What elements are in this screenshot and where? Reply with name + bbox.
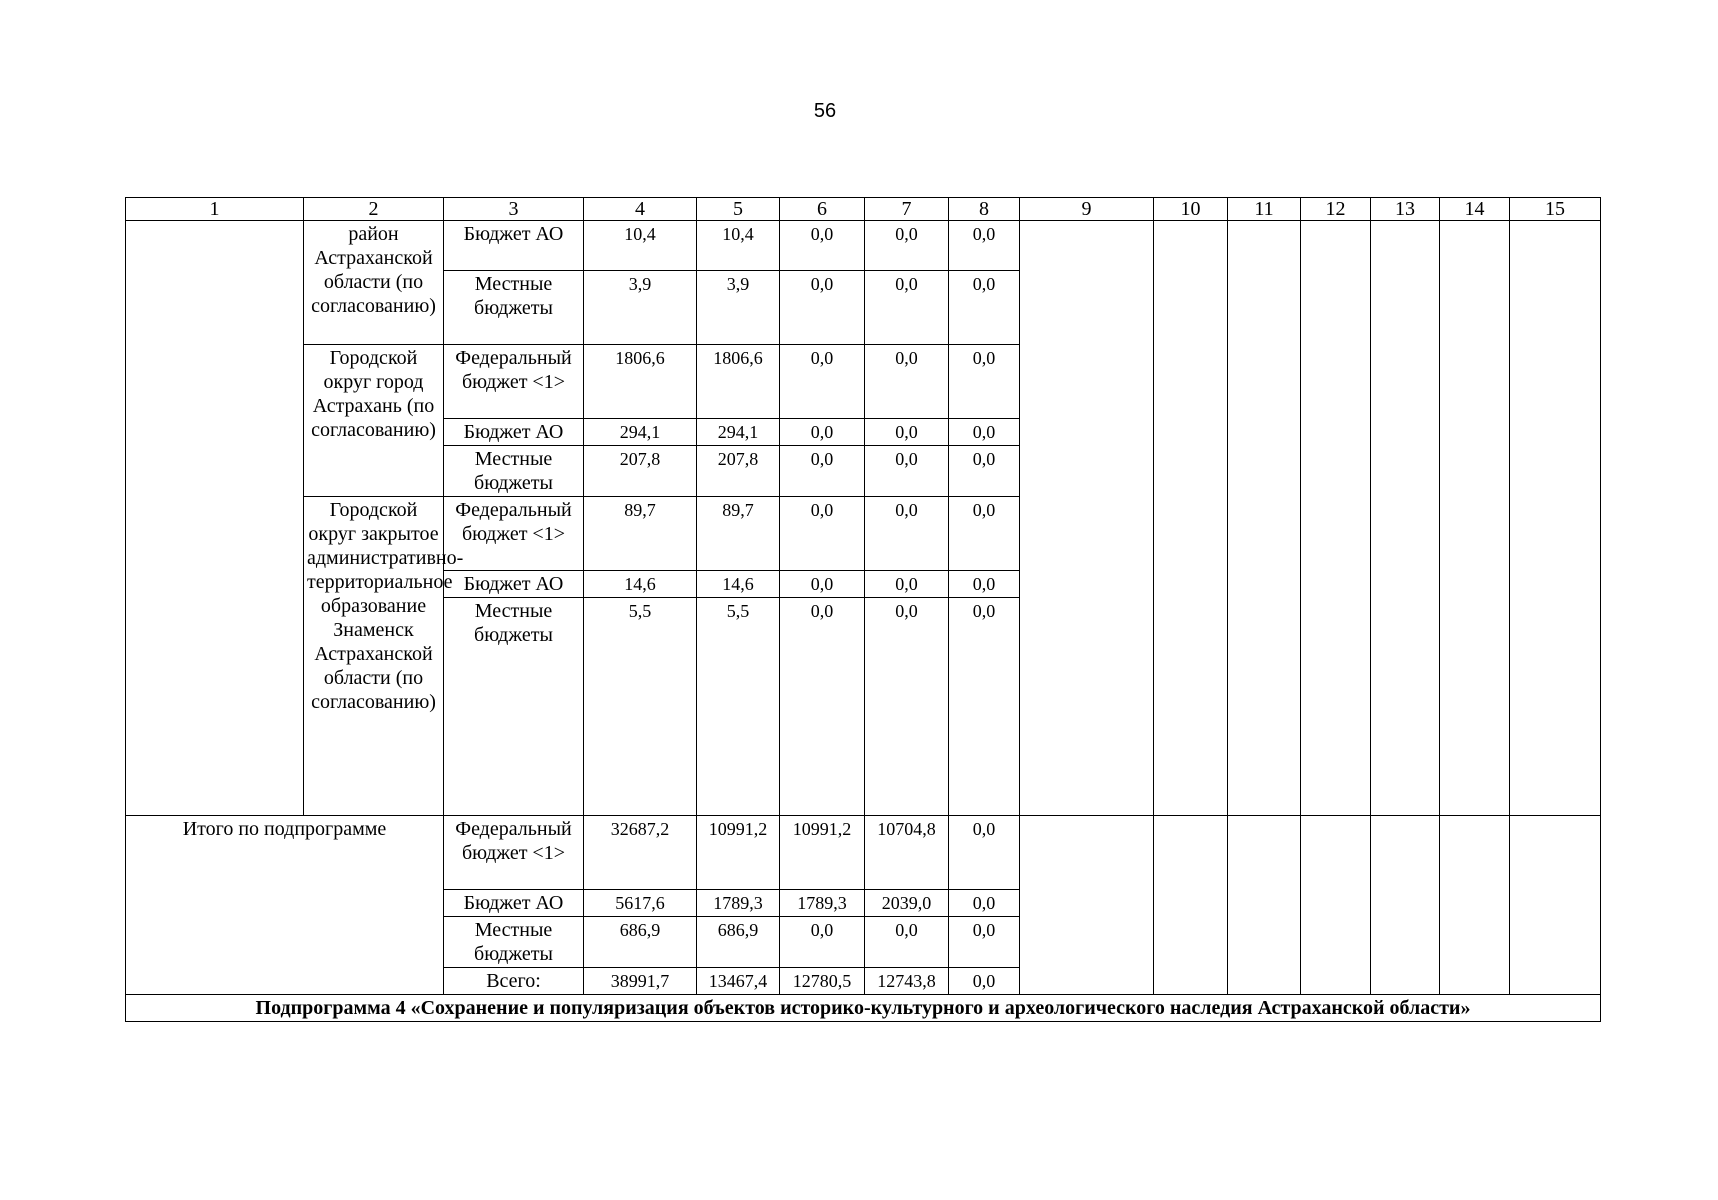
col14-empty-cell — [1440, 816, 1510, 995]
value-cell: 0,0 — [780, 271, 865, 345]
district-cell: район Астраханской области (по согласованию) — [304, 221, 444, 345]
value-cell: 0,0 — [949, 497, 1020, 571]
value-cell: 0,0 — [949, 968, 1020, 995]
col-header: 5 — [697, 198, 780, 221]
value-cell: 0,0 — [865, 221, 949, 271]
value-cell: 0,0 — [949, 598, 1020, 816]
value-cell: 13467,4 — [697, 968, 780, 995]
source-cell: Бюджет АО — [444, 890, 584, 917]
value-cell: 0,0 — [949, 571, 1020, 598]
value-cell: 14,6 — [584, 571, 697, 598]
col-header: 15 — [1510, 198, 1601, 221]
value-cell: 0,0 — [865, 571, 949, 598]
value-cell: 89,7 — [584, 497, 697, 571]
value-cell: 686,9 — [697, 917, 780, 968]
budget-table — [125, 197, 1601, 1022]
value-cell: 10991,2 — [697, 816, 780, 890]
subprogram-title: Подпрограмма 4 «Сохранение и популяризация объектов историко-культурного и археологического наследия Астраханской области» — [126, 995, 1601, 1022]
value-cell: 38991,7 — [584, 968, 697, 995]
col15-empty-cell — [1510, 816, 1601, 995]
value-cell: 0,0 — [865, 345, 949, 419]
source-cell: Местные бюджеты — [444, 917, 584, 968]
col1-empty-cell — [126, 221, 304, 816]
value-cell: 207,8 — [584, 446, 697, 497]
col14-empty-cell — [1440, 221, 1510, 816]
value-cell: 89,7 — [697, 497, 780, 571]
col10-empty-cell — [1154, 816, 1228, 995]
col13-empty-cell — [1371, 816, 1440, 995]
value-cell: 207,8 — [697, 446, 780, 497]
column-number-row — [126, 198, 1601, 221]
table-row — [126, 816, 1601, 890]
col-header: 10 — [1154, 198, 1228, 221]
value-cell: 0,0 — [780, 446, 865, 497]
col-header: 6 — [780, 198, 865, 221]
subprogram-row — [126, 995, 1601, 1022]
col-header: 8 — [949, 198, 1020, 221]
value-cell: 12780,5 — [780, 968, 865, 995]
value-cell: 3,9 — [697, 271, 780, 345]
col-header: 14 — [1440, 198, 1510, 221]
value-cell: 0,0 — [865, 497, 949, 571]
value-cell: 0,0 — [949, 890, 1020, 917]
value-cell: 0,0 — [949, 917, 1020, 968]
district-cell: Городской округ город Астрахань (по согласованию) — [304, 345, 444, 497]
value-cell: 0,0 — [780, 497, 865, 571]
col-header: 4 — [584, 198, 697, 221]
value-cell: 0,0 — [865, 917, 949, 968]
col9-empty-cell — [1020, 816, 1154, 995]
value-cell: 0,0 — [780, 917, 865, 968]
value-cell: 2039,0 — [865, 890, 949, 917]
col15-empty-cell — [1510, 221, 1601, 816]
source-cell: Федеральный бюджет <1> — [444, 345, 584, 419]
value-cell: 0,0 — [780, 221, 865, 271]
value-cell: 1789,3 — [780, 890, 865, 917]
col10-empty-cell — [1154, 221, 1228, 816]
page-number: 56 — [813, 100, 837, 122]
value-cell: 0,0 — [949, 446, 1020, 497]
value-cell: 686,9 — [584, 917, 697, 968]
col-header: 7 — [865, 198, 949, 221]
total-label-cell: Итого по подпрограмме — [126, 816, 444, 995]
value-cell: 0,0 — [780, 345, 865, 419]
col11-empty-cell — [1228, 816, 1301, 995]
col-header: 9 — [1020, 198, 1154, 221]
value-cell: 10704,8 — [865, 816, 949, 890]
value-cell: 5617,6 — [584, 890, 697, 917]
col13-empty-cell — [1371, 221, 1440, 816]
col11-empty-cell — [1228, 221, 1301, 816]
value-cell: 0,0 — [949, 271, 1020, 345]
col-header: 3 — [444, 198, 584, 221]
value-cell: 10991,2 — [780, 816, 865, 890]
value-cell: 1806,6 — [697, 345, 780, 419]
col9-empty-cell — [1020, 221, 1154, 816]
value-cell: 0,0 — [865, 271, 949, 345]
value-cell: 0,0 — [780, 598, 865, 816]
value-cell: 0,0 — [780, 571, 865, 598]
source-cell: Местные бюджеты — [444, 271, 584, 345]
source-cell: Федеральный бюджет <1> — [444, 497, 584, 571]
source-cell: Всего: — [444, 968, 584, 995]
value-cell: 1789,3 — [697, 890, 780, 917]
value-cell: 0,0 — [865, 446, 949, 497]
value-cell: 3,9 — [584, 271, 697, 345]
col12-empty-cell — [1301, 816, 1371, 995]
col-header: 1 — [126, 198, 304, 221]
source-cell: Федеральный бюджет <1> — [444, 816, 584, 890]
value-cell: 1806,6 — [584, 345, 697, 419]
value-cell: 0,0 — [949, 345, 1020, 419]
value-cell: 294,1 — [697, 419, 780, 446]
col-header: 13 — [1371, 198, 1440, 221]
value-cell: 5,5 — [584, 598, 697, 816]
value-cell: 0,0 — [949, 221, 1020, 271]
source-cell: Бюджет АО — [444, 221, 584, 271]
value-cell: 32687,2 — [584, 816, 697, 890]
source-cell: Бюджет АО — [444, 419, 584, 446]
col-header: 11 — [1228, 198, 1301, 221]
value-cell: 0,0 — [865, 598, 949, 816]
source-cell: Бюджет АО — [444, 571, 584, 598]
value-cell: 294,1 — [584, 419, 697, 446]
value-cell: 14,6 — [697, 571, 780, 598]
source-cell: Местные бюджеты — [444, 446, 584, 497]
value-cell: 12743,8 — [865, 968, 949, 995]
table-row — [126, 221, 1601, 271]
value-cell: 0,0 — [865, 419, 949, 446]
col-header: 12 — [1301, 198, 1371, 221]
value-cell: 0,0 — [949, 419, 1020, 446]
col-header: 2 — [304, 198, 444, 221]
district-cell: Городской округ закрытое административно-территориальное образование Знаменск Астраханской области (по согласованию) — [304, 497, 444, 816]
col12-empty-cell — [1301, 221, 1371, 816]
source-cell: Местные бюджеты — [444, 598, 584, 816]
value-cell: 5,5 — [697, 598, 780, 816]
value-cell: 10,4 — [697, 221, 780, 271]
value-cell: 0,0 — [949, 816, 1020, 890]
value-cell: 0,0 — [780, 419, 865, 446]
value-cell: 10,4 — [584, 221, 697, 271]
